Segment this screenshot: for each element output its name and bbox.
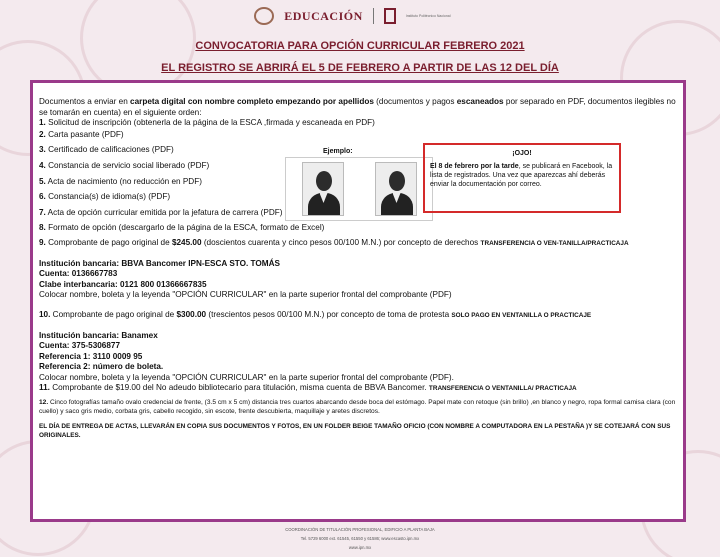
final-note: EL DÍA DE ENTREGA DE ACTAS, LLEVARÁN EN COPIA SUS DOCUMENTOS Y FOTOS, EN UN FOLDER BEIGE TAMAÑO OFICIO (CON NOMBRE A COMPUTADORA EN LA PESTAÑA )Y SE COTEJARÁ CON SUS ORIGINALES. bbox=[39, 423, 671, 440]
list-item: 10. Comprobante de pago original de $300.00 (trescientos pesos 00/100 M.N.) por concepto de toma de protesta SOLO PAGO EN VENTANILLA O PRACTICAJE bbox=[39, 309, 592, 319]
page-title: CONVOCATORIA PARA OPCIÓN CURRICULAR FEBRERO 2021 bbox=[195, 40, 525, 52]
header bbox=[0, 4, 720, 28]
list-item: 2. Carta pasante (PDF) bbox=[39, 129, 124, 139]
list-item: 12. Cinco fotografías tamaño ovalo credencial de frente, (3.5 cm x 5 cm) distancia tres cuartos abarcando desde boca del estómago. Papel mate con retoque (sin brillo) ,en blanco y negro, ropa formal camisa clara (con cuello) y saco gris medio, corbata gris, cabello recogido, sin escote, frente descubierta, maquillaje y aretes discretos. bbox=[39, 399, 676, 416]
eagle-seal-icon bbox=[254, 7, 274, 25]
list-item: 4. Constancia de servicio social liberado (PDF) bbox=[39, 160, 210, 170]
list-item: 11. Comprobante de $19.00 del No adeudo bibliotecario para titulación, misma cuenta de BBVA Bancomer. TRANSFERENCIA O VENTANILLA/ PRACTICAJA bbox=[39, 383, 577, 393]
notice-text: El 8 de febrero por la tarde, se publicará en Facebook, la lista de registrados. Una vez que aparezcas ahí deberás enviar la documentación por correo. bbox=[430, 163, 613, 188]
footer-line: COORDINACIÓN DE TITULACIÓN PROFESIONAL, EDIFICIO A PLANTA BAJA bbox=[285, 527, 435, 532]
bank-account: Cuenta: 0136667783 bbox=[39, 269, 118, 279]
bank-reference: Referencia 1: 3110 0009 95 bbox=[39, 351, 143, 361]
list-item: 3. Certificado de calificaciones (PDF) bbox=[39, 145, 174, 155]
bank-account: Cuenta: 375-5306877 bbox=[39, 341, 121, 351]
footer-line: Tel. 5729 6000 ext. 61545, 61550 y 61586; www.escasto.ipn.mx bbox=[300, 536, 420, 541]
list-item: 8. Formato de opción (descargarlo de la página de la ESCA, formato de Excel) bbox=[39, 223, 325, 233]
footer-link: www.ipn.mx bbox=[348, 545, 372, 550]
list-item: 9. Comprobante de pago original de $245.00 (doscientos cuarenta y cinco pesos 00/100 M.N.) por concepto de derechos TRANSFERENCIA O VEN-TANILLA/PRACTICAJA bbox=[39, 237, 629, 247]
divider bbox=[373, 8, 374, 24]
list-item: 6. Constancia(s) de idioma(s) (PDF) bbox=[39, 192, 171, 202]
list-item: 1. Solicitud de inscripción (obtenerla de la página de la ESCA ,firmada y escaneada en PDF) bbox=[39, 118, 375, 128]
institution-name: Instituto Politécnico Nacional bbox=[405, 14, 451, 18]
document-card bbox=[30, 80, 686, 522]
list-item: 5. Acta de nacimiento (no reducción en PDF) bbox=[39, 176, 202, 186]
example-label: Ejemplo: bbox=[323, 148, 353, 155]
legend-note: Colocar nombre, boleta y la leyenda "OPCIÓN CURRICULAR" en la parte superior frontal del comprobante (PDF) bbox=[39, 290, 452, 300]
example-photo-man bbox=[302, 162, 344, 216]
intro: Documentos a enviar en carpeta digital con nombre completo empezando por apellidos (documentos y pagos escaneados por separado en PDF, documentos ilegibles no se tomarán en cuenta) en el siguiente orden: bbox=[39, 97, 676, 117]
legend-note: Colocar nombre, boleta y la leyenda "OPCIÓN CURRICULAR" en la parte superior frontal del comprobante (PDF). bbox=[39, 372, 454, 382]
list-item: 7. Acta de opción curricular emitida por la jefatura de carrera (PDF) bbox=[39, 207, 283, 217]
bank-clabe: Clabe interbancaria: 0121 800 01366667835 bbox=[39, 279, 207, 289]
example-photos bbox=[285, 157, 433, 221]
ipn-logo-icon bbox=[384, 8, 396, 24]
bank-institution: Institución bancaria: BBVA Bancomer IPN-ESCA STO. TOMÁS bbox=[39, 258, 280, 268]
bank-institution: Institución bancaria: Banamex bbox=[39, 330, 158, 340]
notice-box bbox=[423, 143, 621, 213]
notice-title: ¡OJO! bbox=[512, 150, 532, 157]
bank-reference: Referencia 2: número de boleta. bbox=[39, 362, 164, 372]
page-subtitle: EL REGISTRO SE ABRIRÁ EL 5 DE FEBRERO A PARTIR DE LAS 12 DEL DÍA bbox=[161, 62, 559, 74]
education-logo-text: EDUCACIÓN bbox=[284, 8, 363, 23]
example-photo-woman bbox=[375, 162, 417, 216]
